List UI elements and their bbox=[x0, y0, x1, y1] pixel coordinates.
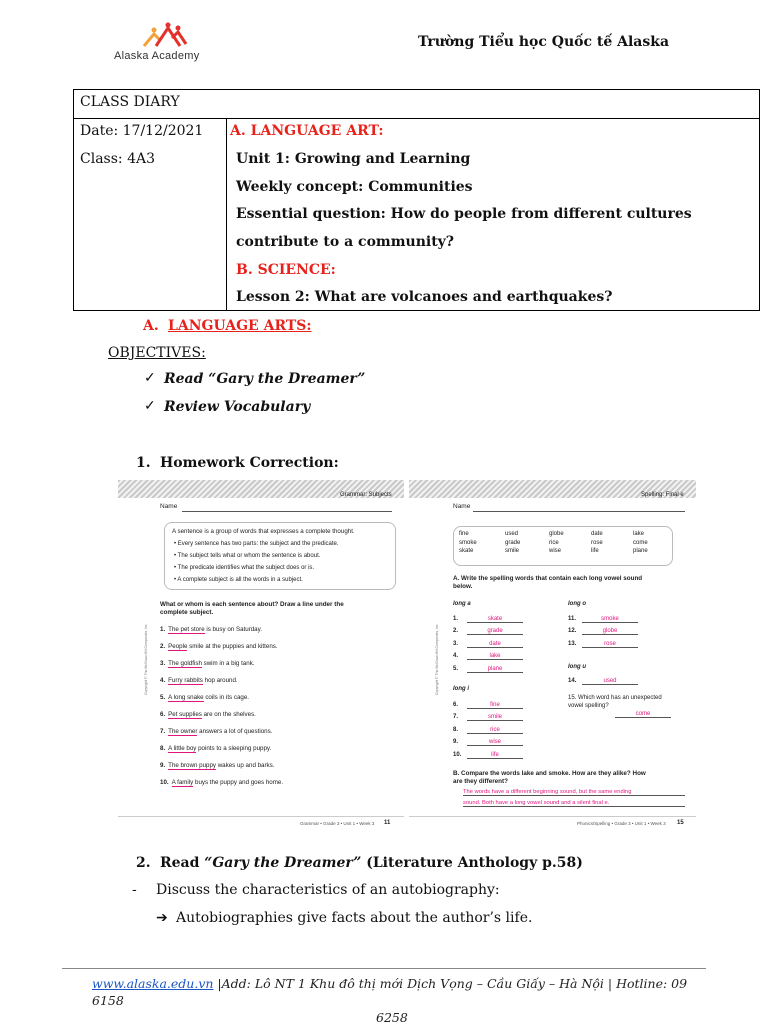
sentence-number: 4. bbox=[160, 677, 166, 684]
diary-class: Class: 4A3 bbox=[80, 151, 155, 167]
instruction: below. bbox=[453, 583, 473, 590]
section-heading-letter: A. bbox=[143, 318, 159, 334]
answer-number: 14. bbox=[568, 678, 577, 684]
objective-item: Review Vocabulary bbox=[164, 399, 311, 415]
word-bank-word: rice bbox=[549, 539, 559, 546]
spelling-answer-row bbox=[453, 628, 523, 635]
class-diary-table bbox=[73, 89, 760, 311]
diary-section-b: B. SCIENCE: bbox=[236, 262, 336, 278]
sentence-subject: A family bbox=[171, 779, 194, 786]
spelling-answer: fine bbox=[467, 702, 523, 709]
school-name: Trường Tiểu học Quốc tế Alaska bbox=[418, 34, 670, 50]
page-footer bbox=[92, 975, 702, 1026]
item2-heading bbox=[160, 855, 583, 871]
spelling-answer-row bbox=[453, 702, 523, 709]
item2-title: “Gary the Dreamer” bbox=[204, 855, 362, 871]
word-bank-word: plane bbox=[633, 548, 648, 554]
answer-number: 13. bbox=[568, 640, 577, 647]
sentence-number: 3. bbox=[160, 660, 166, 667]
answer-number: 8. bbox=[453, 726, 459, 733]
sentence-number: 5. bbox=[160, 694, 166, 701]
word-bank-word: date bbox=[591, 531, 603, 537]
sentence-number: 10. bbox=[160, 779, 169, 786]
spelling-answer: globe bbox=[582, 628, 638, 635]
footer-hotline-end: 6258 bbox=[376, 1010, 408, 1025]
long-a-label: long a bbox=[453, 601, 471, 607]
worksheet-footer: Grammar • Grade 3 • Unit 1 • Week 3 bbox=[300, 821, 375, 826]
name-label: Name bbox=[160, 503, 178, 510]
sentence-rest: buys the puppy and goes home. bbox=[193, 779, 284, 786]
instruction: are they different? bbox=[453, 778, 508, 785]
spelling-answer-row bbox=[453, 616, 523, 623]
spelling-answer: rose bbox=[582, 641, 638, 648]
answer-number: 7. bbox=[453, 714, 459, 721]
worksheet-tag: Grammar: Subjects bbox=[340, 492, 392, 498]
answer-number: 9. bbox=[453, 739, 459, 746]
discussion-bullet: Discuss the characteristics of an autobiography: bbox=[156, 882, 500, 898]
bullet-dash: - bbox=[132, 882, 137, 898]
definition-line: • The predicate identifies what the subject does or is. bbox=[174, 565, 315, 571]
diary-essential-question-cont: contribute to a community? bbox=[236, 234, 455, 250]
objective-item: Read “Gary the Dreamer” bbox=[164, 371, 366, 387]
spelling-answer-row bbox=[453, 727, 523, 734]
word-bank-word: lake bbox=[633, 531, 645, 537]
word-bank-word: smile bbox=[505, 548, 520, 554]
sentence-number: 6. bbox=[160, 711, 166, 718]
word-bank-word: rose bbox=[591, 539, 603, 546]
spelling-answer-row bbox=[568, 616, 638, 623]
long-o-label: long o bbox=[568, 601, 586, 607]
sentence-item bbox=[160, 779, 283, 786]
copyright: Copyright © The McGraw-Hill Companies, Inc. bbox=[435, 623, 439, 695]
spelling-answer: smoke bbox=[582, 616, 638, 623]
word-bank-word: smoke bbox=[459, 539, 477, 546]
spelling-answer: date bbox=[467, 641, 523, 648]
sentence-item bbox=[160, 694, 249, 701]
word-bank-word: come bbox=[633, 539, 648, 546]
answer-number: 5. bbox=[453, 665, 459, 672]
answer-number: 2. bbox=[453, 628, 459, 635]
sentence-number: 9. bbox=[160, 762, 166, 769]
spelling-answer: life bbox=[467, 752, 523, 759]
worksheet-footer: Phonics/Spelling • Grade 3 • Unit 1 • Week 3 bbox=[577, 821, 666, 826]
word-bank-word: skate bbox=[459, 548, 474, 554]
answer-number: 10. bbox=[453, 751, 462, 758]
sentence-number: 7. bbox=[160, 728, 166, 735]
answer-number: 6. bbox=[453, 702, 459, 708]
spelling-answer: rice bbox=[467, 727, 523, 734]
alaska-logo-icon bbox=[140, 22, 190, 52]
answer-number: 12. bbox=[568, 628, 577, 635]
spelling-answer-row bbox=[453, 653, 523, 660]
word-bank-word: fine bbox=[459, 531, 469, 537]
sentence-number: 1. bbox=[160, 626, 166, 633]
answer-number: 3. bbox=[453, 640, 459, 647]
definition-line: • The subject tells what or whom the sentence is about. bbox=[174, 553, 321, 559]
section-heading: LANGUAGE ARTS: bbox=[168, 318, 312, 334]
discussion-answer: Autobiographies give facts about the author’s life. bbox=[176, 910, 533, 926]
instruction: What or whom is each sentence about? Draw a line under the bbox=[160, 601, 344, 608]
sentence-rest: hop around. bbox=[202, 677, 238, 684]
spelling-worksheet bbox=[409, 480, 696, 832]
sentence-subject: Pet supplies bbox=[168, 711, 202, 718]
sentence-subject: The pet store bbox=[168, 626, 205, 633]
sentence-subject: The owner bbox=[168, 728, 198, 735]
page-number: 15 bbox=[677, 820, 684, 826]
checkmark-icon: ✓ bbox=[144, 398, 156, 414]
diary-date: Date: 17/12/2021 bbox=[80, 123, 204, 139]
logo-text: Alaska Academy bbox=[114, 50, 200, 62]
spelling-answer: wise bbox=[467, 739, 523, 746]
spelling-answer-row bbox=[568, 628, 638, 635]
spelling-answer: plane bbox=[467, 666, 523, 673]
word-bank-word: used bbox=[505, 531, 519, 537]
item2-prefix: Read bbox=[160, 855, 205, 871]
sentence-item bbox=[160, 677, 238, 684]
sentence-item bbox=[160, 660, 255, 667]
spelling-answer: grade bbox=[467, 628, 523, 635]
spelling-answer: skate bbox=[467, 616, 523, 623]
spelling-answer-row bbox=[453, 641, 523, 648]
sentence-rest: wakes up and barks. bbox=[215, 762, 275, 769]
name-label: Name bbox=[453, 503, 471, 510]
word-bank-word: wise bbox=[549, 548, 562, 554]
long-u-label: long u bbox=[568, 664, 586, 670]
answer-number: 1. bbox=[453, 616, 459, 622]
copyright: Copyright © The McGraw-Hill Companies, Inc. bbox=[144, 623, 148, 695]
sentence-number: 8. bbox=[160, 745, 166, 752]
sentence-rest: smile at the puppies and kittens. bbox=[187, 643, 278, 650]
grammar-worksheet bbox=[118, 480, 404, 832]
footer-rule bbox=[62, 968, 706, 969]
definition-line: • A complete subject is all the words in a subject. bbox=[174, 577, 303, 583]
definition-line: A sentence is a group of words that expresses a complete thought. bbox=[172, 528, 355, 535]
instruction: B. Compare the words lake and smoke. How are they alike? How bbox=[453, 770, 646, 777]
spelling-answer-row bbox=[568, 641, 638, 648]
word-bank-word: life bbox=[591, 548, 599, 554]
spelling-answer-row bbox=[453, 666, 523, 673]
item2-suffix: (Literature Anthology p.58) bbox=[361, 855, 583, 871]
sentence-subject: The goldfish bbox=[168, 660, 202, 667]
website-link[interactable]: www.alaska.edu.vn bbox=[92, 976, 214, 991]
instruction: complete subject. bbox=[160, 609, 214, 616]
sentence-item bbox=[160, 728, 272, 735]
spelling-answer: used bbox=[582, 678, 638, 685]
page-number: 11 bbox=[384, 820, 391, 826]
sentence-subject: The brown puppy bbox=[168, 762, 216, 769]
sentence-rest: answers a lot of questions. bbox=[197, 728, 273, 735]
question-15: 15. Which word has an unexpected bbox=[568, 695, 662, 701]
sentence-subject: A little boy bbox=[168, 745, 197, 752]
answer-b: sound. Both have a long vowel sound and a silent final e. bbox=[463, 800, 685, 807]
question-15-blank bbox=[615, 702, 671, 720]
long-i-label: long i bbox=[453, 686, 469, 692]
word-bank-word: globe bbox=[549, 531, 564, 537]
sentence-rest: points to a sleeping puppy. bbox=[196, 745, 272, 752]
objectives-label: OBJECTIVES: bbox=[108, 345, 206, 361]
sentence-subject: Furry rabbits bbox=[168, 677, 203, 684]
item2-number: 2. bbox=[136, 855, 151, 871]
diary-title: CLASS DIARY bbox=[80, 94, 180, 110]
sentence-rest: are on the shelves. bbox=[201, 711, 256, 718]
spelling-answer: smile bbox=[467, 714, 523, 721]
arrow-icon: ➔ bbox=[156, 910, 168, 926]
sentence-number: 2. bbox=[160, 643, 166, 650]
diary-lesson: Lesson 2: What are volcanoes and earthquakes? bbox=[236, 289, 613, 305]
spelling-answer-row bbox=[568, 678, 638, 685]
word-bank-word: grade bbox=[505, 539, 521, 546]
sentence-rest: swim in a big tank. bbox=[201, 660, 255, 667]
diary-essential-question: Essential question: How do people from different cultures bbox=[236, 206, 692, 222]
instruction: A. Write the spelling words that contain each long vowel sound bbox=[453, 575, 643, 582]
definition-line: • Every sentence has two parts: the subject and the predicate. bbox=[174, 541, 339, 547]
answer-number: 4. bbox=[453, 653, 459, 660]
checkmark-icon: ✓ bbox=[144, 370, 156, 386]
sentence-item bbox=[160, 626, 262, 633]
item1-heading: Homework Correction: bbox=[160, 455, 339, 471]
sentence-item bbox=[160, 762, 274, 769]
sentence-item bbox=[160, 643, 278, 650]
worksheet-tag: Spelling: Final e bbox=[641, 492, 684, 498]
sentence-subject: A long snake bbox=[168, 694, 204, 701]
sentence-item bbox=[160, 745, 271, 752]
spelling-answer-row bbox=[453, 752, 523, 759]
sentence-rest: is busy on Saturday. bbox=[204, 626, 262, 633]
sentence-rest: coils in its cage. bbox=[203, 694, 250, 701]
footer-address: |Add: Lô NT 1 Khu đô thị mới Dịch Vọng – Cầu Giấy – Hà Nội | Hotline: 09 6158 bbox=[92, 976, 688, 1008]
answer-b: The words have a different beginning sound, but the same ending bbox=[463, 789, 685, 796]
sentence-subject: People bbox=[168, 643, 188, 650]
item1-number: 1. bbox=[136, 455, 151, 471]
spelling-answer: lake bbox=[467, 653, 523, 660]
diary-section-a: A. LANGUAGE ART: bbox=[230, 123, 384, 139]
q15-answer: come bbox=[615, 711, 671, 718]
diary-weekly-concept: Weekly concept: Communities bbox=[236, 179, 473, 195]
diary-unit: Unit 1: Growing and Learning bbox=[236, 151, 471, 167]
spelling-answer-row bbox=[453, 739, 523, 746]
sentence-item bbox=[160, 711, 256, 718]
spelling-answer-row bbox=[453, 714, 523, 721]
answer-number: 11. bbox=[568, 616, 577, 622]
question-15: vowel spelling? bbox=[568, 703, 609, 709]
